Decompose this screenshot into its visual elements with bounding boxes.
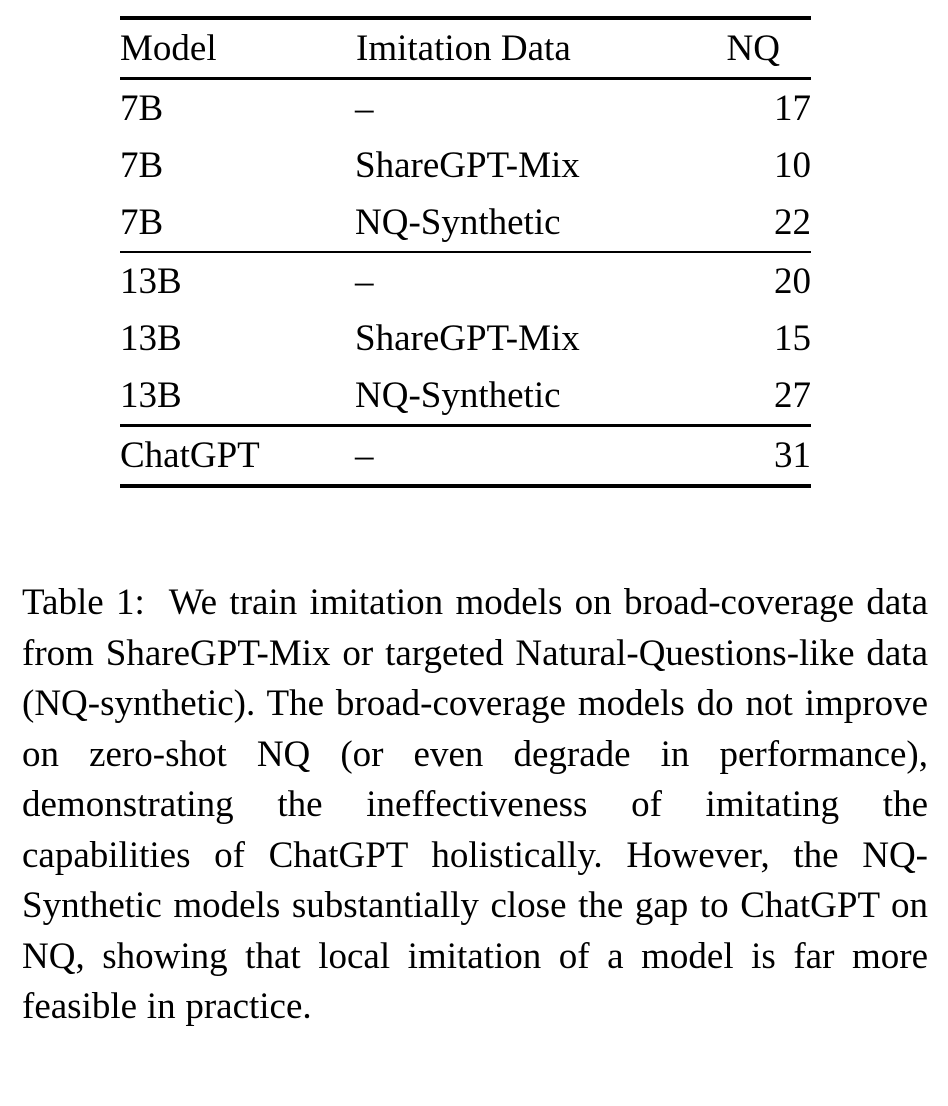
cell-model: 7B (120, 144, 164, 186)
table-row (120, 80, 811, 137)
cell-nq: 20 (774, 261, 811, 302)
table-caption (22, 578, 928, 1033)
cell-model: 13B (120, 318, 182, 359)
column-header-imitation-data: Imitation Data (356, 28, 571, 69)
table-group-chatgpt (120, 427, 811, 484)
table-row (120, 253, 811, 310)
cell-nq: 17 (774, 87, 811, 129)
cell-model: 13B (120, 261, 182, 302)
header-row (120, 20, 811, 77)
cell-imitation-data: ShareGPT-Mix (355, 144, 580, 186)
cell-imitation-data: NQ-Synthetic (355, 375, 561, 416)
table-figure (120, 16, 811, 488)
cell-imitation-data: NQ-Synthetic (355, 201, 561, 243)
cell-nq: 31 (774, 434, 811, 476)
caption-body: We train imitation models on broad-coverage data from ShareGPT-Mix or targeted Natural-Questions-like data (NQ-synthetic). The broad-coverage models do not improve on zero-shot NQ (or even degrade in performance), demonstrating the ineffectiveness of imitating the capabilities of ChatGPT holistically. However, the NQ-Synthetic models substantially close the gap to ChatGPT on NQ, showing that local imitation of a model is far more feasible in practice. (22, 582, 928, 1027)
cell-model: 13B (120, 375, 182, 416)
cell-nq-highlighted: 27 (774, 375, 811, 416)
cell-imitation-data: – (355, 434, 374, 476)
column-header-model: Model (120, 28, 217, 69)
table-row (120, 137, 811, 194)
table-group-13b (120, 253, 811, 424)
cell-nq: 15 (774, 318, 811, 359)
cell-model: 7B (120, 201, 164, 243)
results-table (120, 20, 811, 77)
cell-nq-highlighted: 22 (774, 201, 811, 243)
table-group-7b (120, 80, 811, 251)
table-row (120, 367, 811, 424)
table-row (120, 310, 811, 367)
cell-model: 7B (120, 87, 164, 129)
caption-label: Table 1: (22, 582, 145, 623)
cell-imitation-data: – (355, 87, 374, 129)
column-header-nq: NQ (726, 28, 780, 69)
table-row (120, 194, 811, 251)
cell-model: ChatGPT (120, 434, 260, 476)
table-header (120, 20, 811, 77)
table-bottom-rule (120, 484, 811, 488)
cell-imitation-data: – (355, 261, 374, 302)
cell-imitation-data: ShareGPT-Mix (355, 318, 580, 359)
table-row (120, 427, 811, 484)
cell-nq: 10 (774, 144, 811, 186)
caption-label-gap (145, 582, 169, 623)
